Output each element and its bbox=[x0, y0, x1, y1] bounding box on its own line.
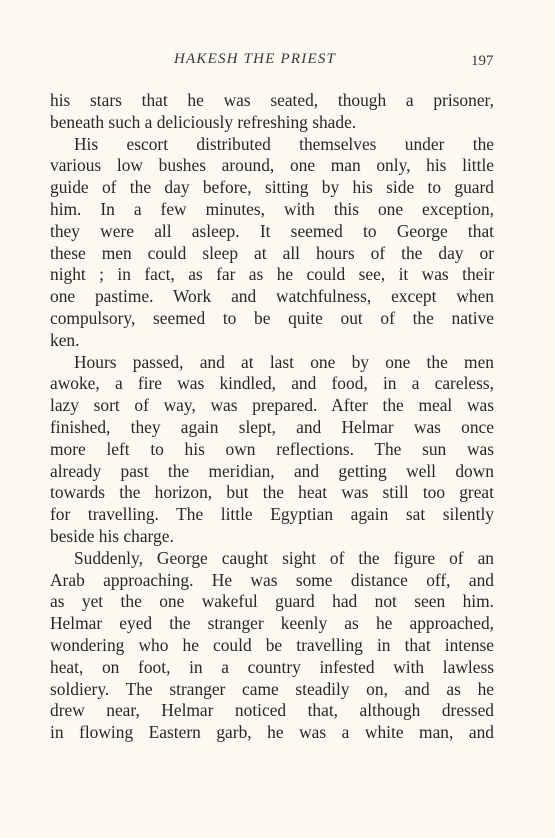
text-line: they were all asleep. It seemed to George that bbox=[50, 220, 494, 241]
text-line: soldiery. The stranger came steadily on, and as he bbox=[50, 678, 494, 699]
paragraph bbox=[50, 90, 494, 134]
text-line: these men could sleep at all hours of the day or bbox=[50, 242, 494, 263]
text-line: His escort distributed themselves under the bbox=[74, 133, 494, 154]
text-line: heat, on foot, in a country infested with lawless bbox=[50, 656, 494, 677]
text-line: in flowing Eastern garb, he was a white man, and bbox=[50, 722, 494, 743]
paragraph bbox=[50, 352, 494, 548]
text-line: compulsory, seemed to be quite out of the native bbox=[50, 307, 494, 328]
text-line: lazy sort of way, was prepared. After the meal was bbox=[50, 395, 494, 416]
text-line: one pastime. Work and watchfulness, except when bbox=[50, 286, 494, 307]
text-line: beneath such a deliciously refreshing shade. bbox=[50, 111, 357, 132]
running-title: HAKESH THE PRIEST bbox=[174, 51, 337, 67]
running-header bbox=[0, 51, 555, 73]
text-line: him. In a few minutes, with this one exception, bbox=[50, 198, 494, 219]
text-line: towards the horizon, but the heat was still too great bbox=[50, 482, 494, 503]
text-line: more left to his own reflections. The sun was bbox=[50, 438, 494, 459]
text-line: finished, they again slept, and Helmar was once bbox=[50, 416, 494, 437]
text-line: already past the meridian, and getting well down bbox=[50, 460, 494, 481]
text-line: awoke, a fire was kindled, and food, in a careless, bbox=[50, 373, 494, 394]
paragraph bbox=[50, 548, 494, 744]
text-line: Suddenly, George caught sight of the figure of an bbox=[74, 547, 494, 568]
text-line: guide of the day before, sitting by his side to guard bbox=[50, 177, 494, 198]
text-line: Hours passed, and at last one by one the men bbox=[74, 351, 494, 372]
text-line: Arab approaching. He was some distance off, and bbox=[50, 569, 494, 590]
text-line: for travelling. The little Egyptian again sat silently bbox=[50, 504, 494, 525]
text-line: Helmar eyed the stranger keenly as he approached, bbox=[50, 613, 494, 634]
body-text bbox=[50, 90, 494, 744]
paragraph bbox=[50, 134, 494, 352]
page-number: 197 bbox=[471, 53, 494, 69]
text-line: wondering who he could be travelling in that intense bbox=[50, 634, 494, 655]
text-line: as yet the one wakeful guard had not seen him. bbox=[50, 591, 494, 612]
text-line: night ; in fact, as far as he could see, it was their bbox=[50, 264, 494, 285]
text-line: beside his charge. bbox=[50, 525, 174, 546]
text-line: drew near, Helmar noticed that, although dressed bbox=[50, 700, 494, 721]
text-line: ken. bbox=[50, 329, 80, 350]
text-line: various low bushes around, one man only, his little bbox=[50, 155, 494, 176]
text-line: his stars that he was seated, though a prisoner, bbox=[50, 90, 494, 110]
